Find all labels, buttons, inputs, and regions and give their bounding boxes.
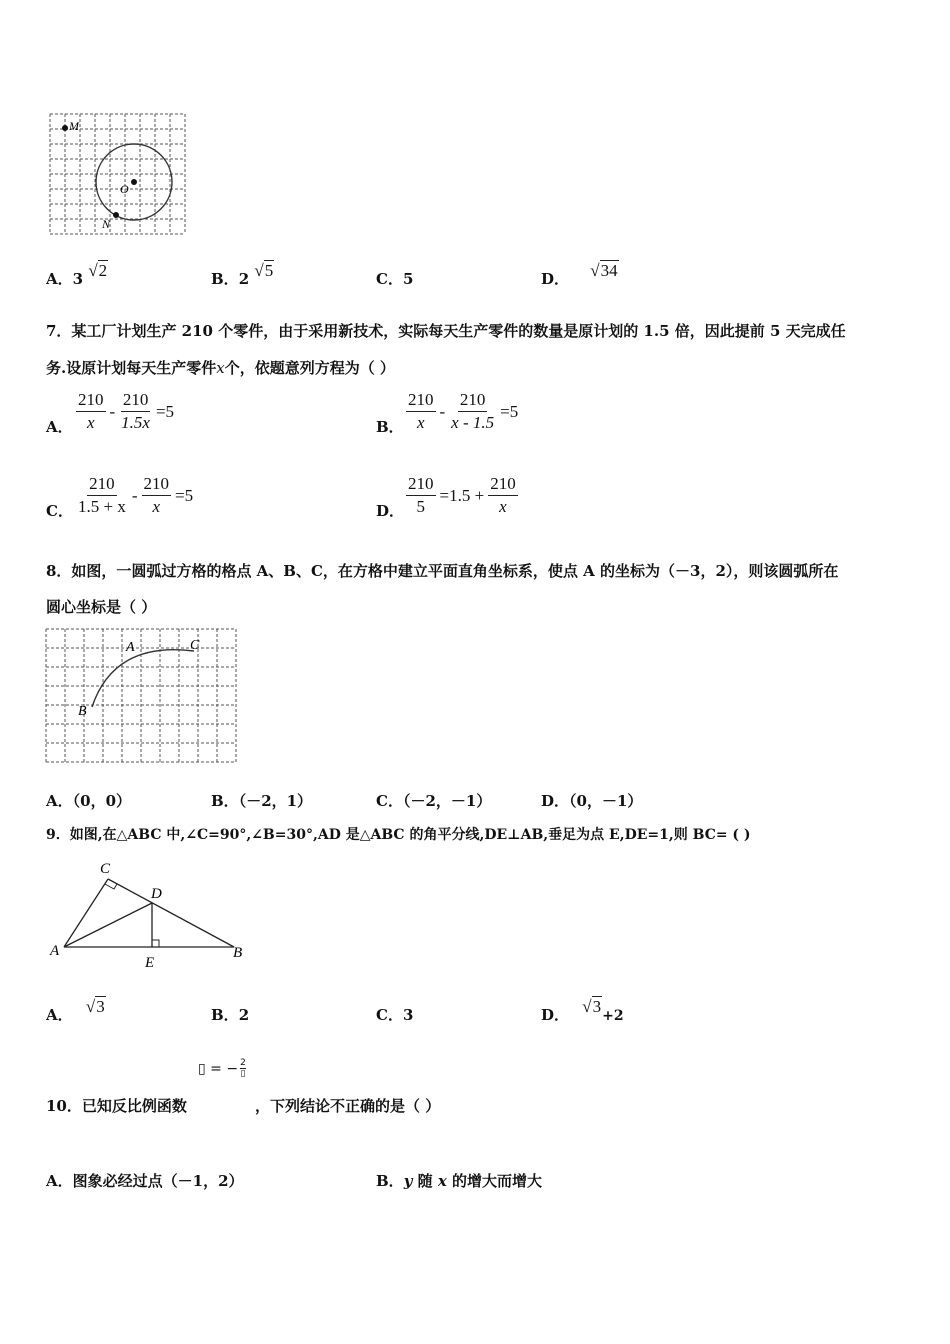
- coefficient: 2: [238, 270, 250, 288]
- q10-option-a[interactable]: A．图象必经过点（－1，2）: [46, 1172, 244, 1190]
- q7-option-d-letter[interactable]: D．: [376, 502, 405, 520]
- fraction: $\frac{210}{x}$: [143, 474, 170, 516]
- radicand: 2: [98, 261, 108, 280]
- q8-option-c[interactable]: C．（－2，－1）: [376, 792, 492, 810]
- option-letter: A．: [46, 270, 73, 288]
- option-value: 5: [402, 270, 414, 288]
- q6-option-d[interactable]: [541, 261, 619, 289]
- q8-label-C: C: [190, 638, 200, 653]
- q7-stem-line1: 7．某工厂计划生产 210 个零件，由于采用新技术，实际每天生产零件的数量是原计划的 1.5 倍，因此提前 5 天完成任: [46, 322, 846, 340]
- fraction: $\frac{210}{1.5x}$: [121, 390, 150, 432]
- q7-option-c-equation: $\frac{210}{1.5 + x}$ - $\frac{210}{x}$ =5: [78, 474, 194, 516]
- q9-option-a[interactable]: A． √3: [46, 997, 105, 1024]
- q6-label-M: M: [69, 119, 79, 133]
- q8-figure: [44, 627, 240, 773]
- radicand: 34: [600, 261, 618, 280]
- q6-option-b[interactable]: [211, 261, 274, 289]
- q9-label-C: C: [100, 861, 111, 877]
- q6-point-M: [62, 125, 68, 131]
- coefficient: 3: [72, 270, 84, 288]
- q6-point-N: [113, 212, 119, 218]
- q7-stem-line2: 务.设原计划每天生产零件x个，依题意列方程为（ ）: [46, 359, 395, 377]
- sqrt: √3: [85, 997, 105, 1016]
- fraction: $\frac{210}{1.5 + x}$: [78, 474, 126, 516]
- option-letter: D．: [541, 270, 570, 288]
- q6-label-N: N: [102, 217, 111, 231]
- fraction: $\frac{210}{x}$: [78, 390, 104, 432]
- q6-option-c[interactable]: [376, 268, 413, 289]
- q8-option-b[interactable]: B．（－2，1）: [211, 792, 313, 810]
- q8-stem-line2: 圆心坐标是（ ）: [46, 598, 157, 616]
- variable-x: x: [216, 359, 225, 377]
- q8-label-A: A: [126, 640, 135, 655]
- q6-option-a[interactable]: [46, 261, 108, 289]
- q9-option-d[interactable]: D． √3+2: [541, 997, 624, 1024]
- q8-label-B: B: [78, 704, 87, 719]
- q8-option-a[interactable]: A．（0，0）: [46, 792, 132, 810]
- q6-figure: [46, 110, 190, 238]
- sqrt: √34: [590, 261, 618, 280]
- fraction: $\frac{210}{x - 1.5}$: [451, 390, 495, 432]
- q8-stem-line1: 8．如图，一圆弧过方格的格点 A、B、C，在方格中建立平面直角坐标系，使点 A 的坐标为（－3，2），则该圆弧所在: [46, 562, 839, 580]
- fraction: $\frac{210}{5}$: [408, 474, 434, 516]
- radicand: 5: [264, 261, 274, 280]
- q9-label-E: E: [145, 955, 155, 971]
- q10-formula: ▯ = − 2 ▯: [198, 1058, 246, 1079]
- q7-option-c-letter[interactable]: C．: [46, 502, 73, 520]
- q6-point-O: [131, 179, 137, 185]
- q9-option-c[interactable]: C．3: [376, 1006, 414, 1024]
- option-letter: B．: [211, 270, 239, 288]
- q9-option-b[interactable]: B．2: [211, 1006, 250, 1024]
- q7-option-d-equation: $\frac{210}{5}$ =1.5 + $\frac{210}{x}$: [408, 474, 516, 516]
- option-letter: C．: [376, 270, 403, 288]
- q7-option-a-equation: $\frac{210}{x}$ - $\frac{210}{1.5x}$ =5: [78, 390, 175, 432]
- q6-label-O: O: [120, 182, 129, 196]
- sqrt: √2: [88, 261, 108, 280]
- q9-label-B: B: [233, 945, 243, 961]
- q10-stem-b: ，下列结论不正确的是（ ）: [255, 1097, 441, 1115]
- q7-option-a-letter[interactable]: A．: [46, 418, 73, 436]
- q7-option-b-equation: $\frac{210}{x}$ - $\frac{210}{x - 1.5}$ =5: [408, 390, 519, 432]
- fraction: $\frac{210}{x}$: [408, 390, 434, 432]
- fraction: $\frac{210}{x}$: [490, 474, 516, 516]
- q8-arc: [92, 650, 194, 707]
- q8-option-d[interactable]: D．（0，－1）: [541, 792, 643, 810]
- q10-option-b[interactable]: B．y 随 x 的增大而增大: [376, 1172, 543, 1190]
- sqrt: √3: [582, 997, 602, 1016]
- q9-label-A: A: [50, 943, 60, 959]
- q10-stem-a: 10．已知反比例函数: [46, 1097, 187, 1115]
- q9-label-D: D: [151, 886, 162, 902]
- q9-stem: 9．如图,在△ABC 中,∠C=90°,∠B=30°,AD 是△ABC 的角平分线,DE⊥AB,垂足为点 E,DE=1,则 BC= ( ): [46, 827, 751, 843]
- sqrt: √5: [254, 261, 274, 280]
- q7-option-b-letter[interactable]: B．: [376, 418, 404, 436]
- q9-triangle-figure: [44, 855, 254, 975]
